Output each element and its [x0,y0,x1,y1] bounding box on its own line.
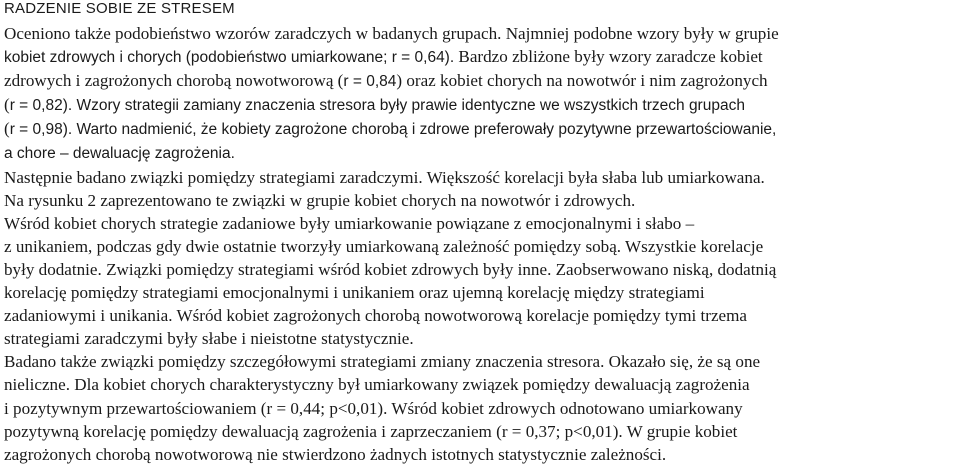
text-run: zadaniowymi i unikania. Wśród kobiet zagrożonych chorobą nowotworową korelacje pomiędzy tymi trzema [4,306,748,326]
text-run: ( [4,119,10,139]
text-line [4,117,776,141]
text-line [4,258,776,281]
text-line [4,166,765,189]
text-line [4,327,414,350]
paragraph [4,22,954,166]
text-run: Na rysunku 2 zaprezentowano te związki w grupie kobiet chorych na nowotwór i zdrowych. [4,190,636,210]
paragraph [4,212,954,351]
text-line [4,189,635,212]
text-run: Wśród kobiet chorych strategie zadaniowe były umiarkowanie powiązane z emocjonalnymi i słabo – [4,213,695,233]
text-run: nieliczne. Dla kobiet chorych charakterystyczny był umiarkowany związek pomiędzy dewaluacją zagrożenia [4,375,750,395]
text-run: pozytywną korelację pomiędzy dewaluacją zagrożenia i zaprzeczaniem (r = 0,37; p<0,01). W grupie kobiet [4,421,738,441]
paragraph [4,166,954,212]
text-run: r = 0,82). Wzory strategii zamiany znaczenia stresora były prawie identyczne we wszystkich trzech grupach [9,97,745,115]
document-page [4,0,954,466]
text-run: ) oraz kobiet chorych na nowotwór i nim zagrożonych [396,71,768,91]
text-line [4,93,745,117]
text-run: a chore – dewaluację zagrożenia. [4,145,235,163]
text-line [4,397,743,420]
text-run: Badano także związki pomiędzy szczegółowymi strategiami zmiany znaczenia stresora. Okazało się, że są one [4,352,761,372]
text-line [4,304,747,327]
section-heading: RADZENIE SOBIE ZE STRESEM [4,0,235,17]
text-run: strategiami zaradczymi były słabe i nieistotne statystycznie. [4,329,414,349]
text-line [4,373,750,396]
text-run: Oceniono także podobieństwo wzorów zaradczych w badanych grupach. Najmniej podobne wzory były w grupie [4,24,779,43]
text-run: Bardzo zbliżone były wzory zaradcze kobiet [454,47,763,67]
text-line [4,281,705,304]
text-run: zagrożonych chorobą nowotworową nie stwierdzono żadnych istotnych statystycznie zależności. [4,444,667,464]
text-run: były dodatnie. Związki pomiędzy strategiami wśród kobiet zdrowych były inne. Zaobserwowano niską, dodatnią [4,259,777,279]
text-run: i pozytywnym przewartościowaniem (r = 0,44; p<0,01). Wśród kobiet zdrowych odnotowano umiarkowany [4,398,743,418]
document-body [4,22,954,466]
text-run: ( [4,95,10,115]
text-line [4,45,763,69]
text-line [4,443,666,466]
text-run: Następnie badano związki pomiędzy strategiami zaradczymi. Większość korelacji była słaba lub umiarkowana. [4,167,765,187]
text-line [4,141,235,165]
paragraph [4,350,954,465]
text-line [4,235,763,258]
text-run: korelację pomiędzy strategiami emocjonalnymi i unikaniem oraz ujemną korelację między strategiami [4,283,705,303]
text-line [4,212,694,235]
text-run: r = 0,84 [343,73,397,91]
text-line [4,69,768,93]
text-run: z unikaniem, podczas gdy dwie ostatnie tworzyły umiarkowaną zależność pomiędzy sobą. Wszystkie korelacje [4,236,764,256]
text-line [4,22,779,45]
text-line [4,350,760,373]
text-run: kobiet zdrowych i chorych (podobieństwo umiarkowane; r = 0,64). [4,49,455,67]
text-line [4,420,737,443]
text-run: r = 0,98). Warto nadmienić, że kobiety zagrożone chorobą i zdrowe preferowały pozytywne przewartościowanie, [9,121,777,139]
text-run: zdrowych i zagrożonych chorobą nowotworową ( [4,71,344,91]
